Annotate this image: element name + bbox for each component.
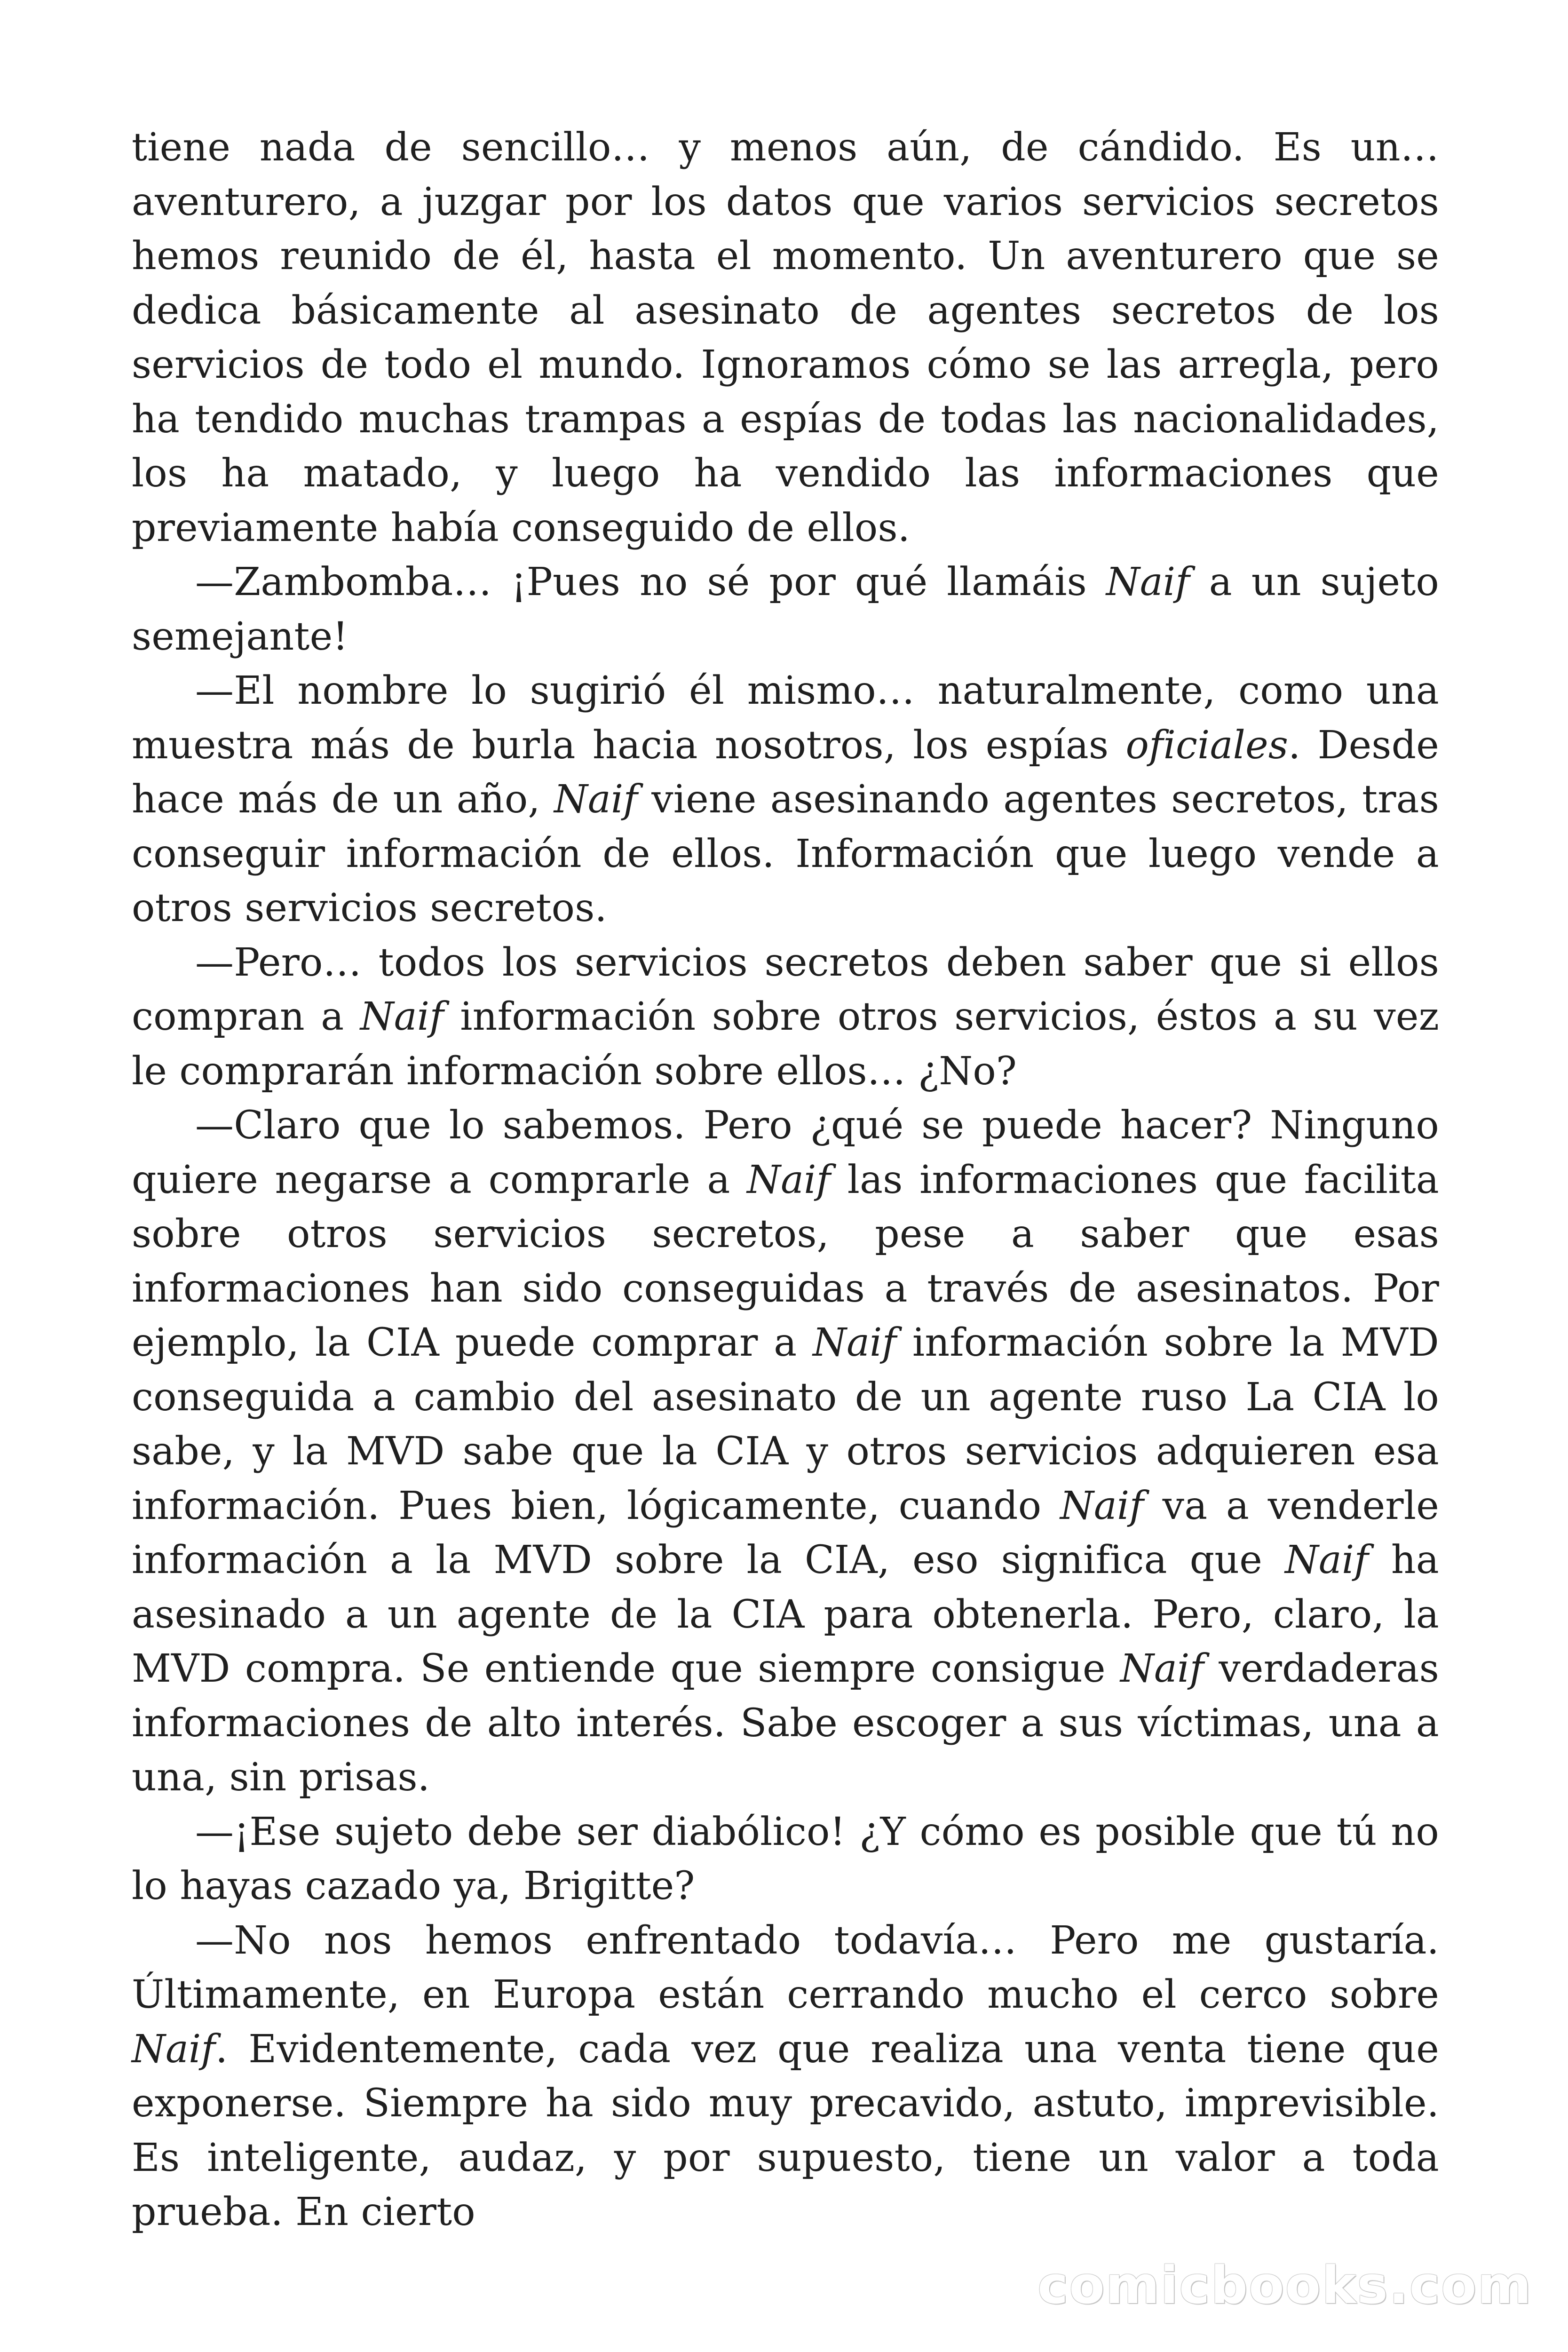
paragraph bbox=[132, 1914, 1439, 2240]
paragraph bbox=[132, 1098, 1439, 1805]
text-span: —El nombre lo sugirió él mismo… naturalmente, como una muestra más de burla hacia nosotros, los espías bbox=[132, 668, 1439, 768]
italic-text-span: Naif bbox=[132, 2026, 216, 2072]
italic-text-span: Naif bbox=[1284, 1538, 1369, 1582]
italic-text-span: Naif bbox=[813, 1320, 897, 1365]
italic-text-span: Naif bbox=[360, 994, 444, 1039]
text-span: tiene nada de sencillo… y menos aún, de cándido. Es un… aventurero, a juzgar por los datos que varios servicios secretos hemos reunido de él, hasta el momento. Un aventurero que se dedica básicamente al asesinato de agentes secretos de los servicios de todo el mundo. Ignoramos cómo se las arregla, pero ha tendido muchas trampas a espías de todas las nacionalidades, los ha matado, y luego ha vendido las informaciones que previamente había conseguido de ellos. bbox=[132, 125, 1439, 550]
italic-text-span: Naif bbox=[1060, 1483, 1144, 1528]
text-span: —¡Ese sujeto debe ser diabólico! ¿Y cómo es posible que tú no lo hayas cazado ya, Brigitte? bbox=[132, 1809, 1439, 1908]
text-span: . Desde hace más de un año, bbox=[132, 723, 1440, 822]
text-span: información sobre otros servicios, éstos a su vez le comprarán información sobre ellos… ¿No? bbox=[132, 994, 1439, 1094]
paragraph bbox=[132, 664, 1439, 936]
paragraph bbox=[132, 1805, 1439, 1914]
text-span: —Pero… todos los servicios secretos deben saber que si ellos compran a bbox=[132, 940, 1439, 1039]
paragraph bbox=[132, 936, 1439, 1099]
italic-text-span: Naif bbox=[1106, 560, 1190, 604]
text-span: información sobre la MVD conseguida a cambio del asesinato de un agente ruso La CIA lo sabe, y la MVD sabe que la CIA y otros servicios adquieren esa información. Pues bien, lógicamente, cuando bbox=[132, 1320, 1439, 1528]
paragraph bbox=[132, 120, 1439, 555]
text-span: viene asesinando agentes secretos, tras conseguir información de ellos. Información que luego vende a otros servicios secretos. bbox=[132, 777, 1440, 930]
text-span: ha asesinado a un agente de la CIA para obtenerla. Pero, claro, la MVD compra. Se entiende que siempre consigue bbox=[132, 1538, 1439, 1691]
text-span: —Zambomba… ¡Pues no sé por qué llamáis bbox=[195, 560, 1106, 604]
italic-text-span: Naif bbox=[1120, 1646, 1204, 1691]
paragraph bbox=[132, 555, 1439, 664]
text-span: —No nos hemos enfrentado todavía… Pero me gustaría. Últimamente, en Europa están cerrando mucho el cerco sobre bbox=[132, 1918, 1439, 2017]
text-span: va a venderle información a la MVD sobre la CIA, eso significa que bbox=[132, 1483, 1439, 1582]
text-span: las informaciones que facilita sobre otros servicios secretos, pese a saber que esas informaciones han sido conseguidas a través de asesinatos. Por ejemplo, la CIA puede comprar a bbox=[132, 1157, 1439, 1365]
italic-text-span: oficiales bbox=[1125, 723, 1289, 768]
text-span: a un sujeto semejante! bbox=[132, 560, 1439, 659]
italic-text-span: Naif bbox=[747, 1157, 831, 1202]
watermark: comicbooks.com bbox=[1037, 2255, 1532, 2315]
text-span: . Evidentemente, cada vez que realiza una venta tiene que exponerse. Siempre ha sido muy precavido, astuto, imprevisible. Es inteligente, audaz, y por supuesto, tiene un valor a toda prueba. En cierto bbox=[132, 2026, 1439, 2234]
text-span: —Claro que lo sabemos. Pero ¿qué se puede hacer? Ninguno quiere negarse a comprarle a bbox=[132, 1103, 1439, 1202]
italic-text-span: Naif bbox=[554, 777, 638, 822]
text-span: verdaderas informaciones de alto interés. Sabe escoger a sus víctimas, una a una, sin prisas. bbox=[132, 1646, 1439, 1800]
page-text-body bbox=[132, 120, 1439, 2240]
